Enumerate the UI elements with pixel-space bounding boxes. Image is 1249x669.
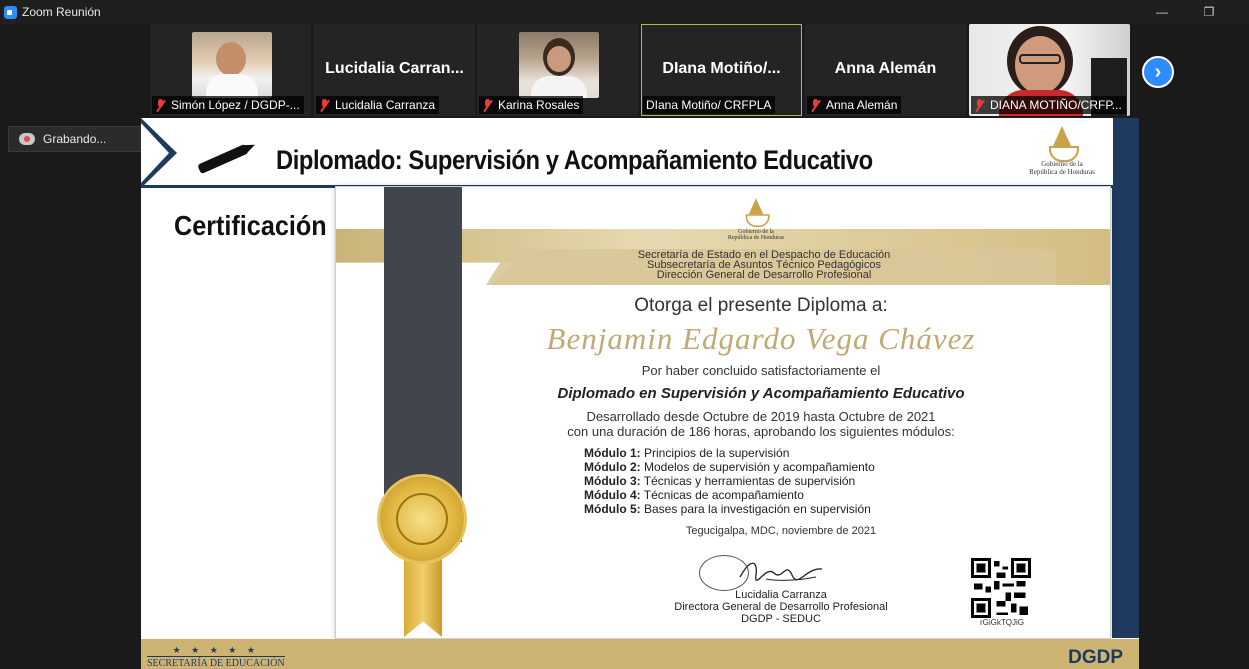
mic-muted-icon	[155, 99, 166, 112]
pen-icon	[197, 144, 249, 174]
participant-tile[interactable]	[150, 24, 311, 116]
minimize-icon[interactable]: —	[1156, 5, 1168, 19]
mic-muted-icon	[974, 99, 985, 112]
participant-label: Anna Alemán	[807, 96, 901, 114]
place-date: Tegucigalpa, MDC, noviembre de 2021	[685, 525, 877, 537]
participant-tile-active-speaker[interactable]	[641, 24, 802, 116]
next-page-button[interactable]	[1142, 56, 1174, 88]
dgdp-logo: DGDP	[1068, 647, 1123, 668]
diploma	[335, 186, 1111, 639]
participant-label: Lucidalia Carranza	[316, 96, 439, 114]
participant-video	[519, 32, 599, 98]
participant-name: Anna Alemán	[834, 60, 937, 77]
shared-screen	[141, 118, 1139, 669]
gold-seal-icon	[380, 477, 464, 561]
participant-label: Karina Rosales	[479, 96, 583, 114]
footer-left-logo: ★ ★ ★ ★ ★ SECRETARÍA DE EDUCACIÓN	[147, 645, 285, 669]
program-name: Diplomado en Supervisión y Acompañamiento Educativo	[557, 385, 965, 402]
slide-side-band	[1112, 118, 1139, 638]
restore-icon[interactable]: ❐	[1203, 5, 1215, 19]
qr-caption: rGiGkTQJiG	[980, 618, 1024, 627]
honduras-crest-icon	[1047, 124, 1077, 160]
signatory-block: Lucidalia Carranza Directora General de Desarrollo Profesional DGDP - SEDUC	[674, 589, 888, 625]
recording-label: Grabando...	[43, 132, 107, 146]
diploma-logo: Gobierno de la República de Honduras	[716, 195, 796, 241]
participant-label: DIana Motiño/ CRFPLA	[643, 96, 775, 114]
government-logo: Gobierno de la República de Honduras	[1015, 124, 1109, 188]
participant-label: Simón López / DGDP-...	[152, 96, 304, 114]
mic-muted-icon	[810, 99, 821, 112]
record-icon	[19, 133, 35, 145]
title-bar	[0, 0, 1249, 24]
participant-gallery	[150, 24, 1140, 118]
module-item: Módulo 3: Técnicas y herramientas de supervisión	[584, 474, 856, 488]
zoom-app-icon	[4, 6, 17, 19]
module-item: Módulo 2: Modelos de supervisión y acompañamiento	[584, 460, 875, 474]
recording-indicator[interactable]	[8, 126, 142, 152]
participant-tile[interactable]	[314, 24, 475, 116]
slide-footer	[141, 639, 1139, 669]
recipient-name: Benjamin Edgardo Vega Chávez	[546, 321, 976, 356]
participant-label: DIANA MOTIÑO/CRFP...	[971, 96, 1126, 114]
mic-muted-icon	[319, 99, 330, 112]
mic-muted-icon	[482, 99, 493, 112]
completion-text: Por haber concluido satisfactoriamente el	[641, 363, 881, 378]
chevron-right-icon: ›	[1154, 60, 1162, 83]
slide-title: Diplomado: Supervisión y Acompañamiento Educativo	[276, 145, 873, 175]
window-title: Zoom Reunión	[22, 5, 101, 19]
participant-tile[interactable]	[477, 24, 638, 116]
grant-phrase: Otorga el presente Diploma a:	[634, 295, 888, 316]
participant-video	[192, 32, 272, 98]
period-text: Desarrollado desde Octubre de 2019 hasta Octubre de 2021 con una duración de 186 horas, aprobando los siguientes módulos:	[567, 409, 955, 439]
section-label: Certificación	[174, 210, 327, 241]
signature	[736, 555, 826, 585]
qr-code-icon	[968, 558, 1034, 618]
participant-name: Lucidalia Carran...	[325, 60, 464, 77]
module-item: Módulo 4: Técnicas de acompañamiento	[584, 488, 804, 502]
honduras-crest-icon	[744, 197, 768, 226]
participant-name: DIana Motiño/...	[662, 60, 781, 77]
seal-ribbon	[404, 551, 442, 637]
participant-tile[interactable]	[969, 24, 1130, 116]
slide-header	[141, 118, 1113, 188]
module-item: Módulo 5: Bases para la investigación en supervisión	[584, 502, 871, 516]
modules-list	[584, 446, 875, 516]
participant-tile[interactable]	[805, 24, 966, 116]
module-item: Módulo 1: Principios de la supervisión	[584, 446, 790, 460]
institution-text: Secretaría de Estado en el Despacho de Educación Subsecretaría de Asuntos Técnico Pedagógicos Dirección General de Desarrollo Profesional	[637, 249, 891, 281]
